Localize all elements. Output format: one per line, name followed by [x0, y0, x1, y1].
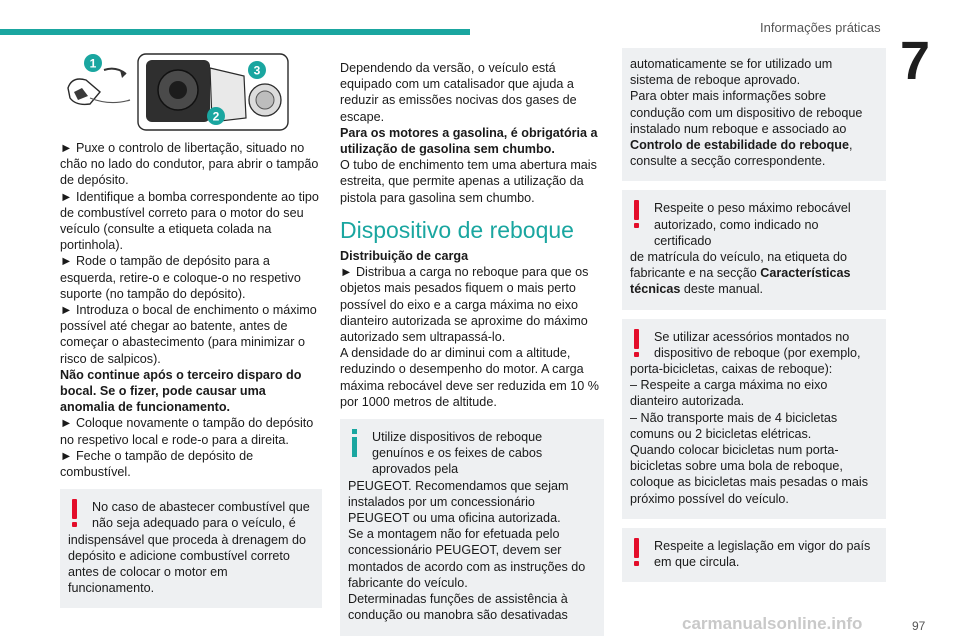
warning-icon: [632, 200, 642, 232]
info-icon: [350, 429, 360, 459]
warn2-item1: – Respeite a carga máxima no eixo dianteiro autorizada.: [630, 378, 828, 409]
warning-icon: [632, 329, 642, 361]
warn2-rest: porta-bicicletas, caixas de reboque):: [630, 362, 833, 377]
warning-box-accessories: [622, 319, 886, 519]
callout-2: [207, 107, 225, 125]
trailer-stability-link: Controlo de estabilidade do reboque: [630, 138, 850, 153]
cont-line1: automaticamente se for utilizado um sistema de reboque aprovado.: [630, 57, 833, 88]
filler-pipe-text: O tubo de enchimento tem uma abertura mais estreita, que permite apenas a utilização da pistola para gasolina sem chumbo.: [340, 158, 597, 205]
warning-box-wrong-fuel: [60, 489, 322, 608]
warning-box-legislation: [622, 528, 886, 582]
load-distribution-text: ► Distribua a carga no reboque para que os objetos mais pesados fiquem o mais perto possível do eixo e a carga máxima no eixo dianteiro autorizada se aproxime do máximo autorizado sem ultrapassá-lo.: [340, 265, 589, 345]
callout-1-label: 1: [89, 56, 97, 71]
step-identify-pump: ► Identifique a bomba correspondente ao tipo de combustível correto para o motor do seu veículo (consulte a etiqueta colada na portinhola).: [60, 189, 319, 253]
info-text-rest: PEUGEOT. Recomendamos que sejam instalados por um concessionário PEUGEOT ou uma oficina autorizada.: [348, 478, 569, 526]
callout-1: [84, 54, 102, 72]
step-close-flap: ► Feche o tampão de depósito de combustível.: [60, 448, 254, 480]
warning-box-max-weight: [622, 190, 886, 309]
callout-3: [248, 61, 266, 79]
info-box-genuine-towbar: [340, 419, 604, 635]
unleaded-bold: Para os motores a gasolina, é obrigatória a utilização de gasolina sem chumbo.: [340, 125, 598, 157]
step-refit-cap: ► Coloque novamente o tampão do depósito no respetivo local e rode-o para a direita.: [60, 416, 314, 447]
watermark: carmanualsonline.info: [682, 614, 863, 633]
info-text-first: Utilize dispositivos de reboque genuínos e os feixes de cabos aprovados pela: [372, 430, 543, 477]
towing-heading: Dispositivo de reboque: [340, 216, 574, 243]
warn3-first: Respeite a legislação em vigor do país em que circula.: [654, 538, 871, 570]
cont-line2: Para obter mais informações sobre condução com um dispositivo de reboque instalado num reboque e associado ao Controlo de estabilidade do reboque, consulte a secção correspondente.: [630, 89, 863, 169]
warn2-item2: – Não transporte mais de 4 bicicletas comuns ou 2 bicicletas elétricas.: [630, 410, 838, 441]
info-box-continued: [622, 48, 886, 181]
column-catalyst-towing: [340, 60, 604, 636]
callout-3-label: 3: [253, 63, 261, 78]
fuel-door-illustration: [60, 48, 306, 134]
section-title: Informações práticas: [760, 20, 881, 35]
warn1-first: Respeite o peso máximo rebocável autorizado, como indicado no certificado: [654, 201, 851, 248]
chapter-number: 7: [900, 31, 931, 91]
bold-warning: Não continue após o terceiro disparo do bocal. Se o fizer, pode causar uma anomalia de funcionamento.: [60, 367, 302, 415]
warn1-rest: de matrícula do veículo, na etiqueta do fabricante e na secção Características técnicas deste manual.: [630, 250, 851, 297]
warn2-tail: Quando colocar bicicletas num porta-bicicletas sobre uma bola de reboque, coloque as bicicletas mais pesadas o mais próximo possível do veículo.: [630, 443, 869, 506]
column-refuelling: [60, 140, 322, 608]
step-insert-nozzle: ► Introduza o bocal de enchimento o máximo possível até chegar ao batente, antes de começar o abastecimento (para minimizar o risco de salpicos).: [60, 303, 317, 366]
step-remove-cap: ► Rode o tampão de depósito para a esquerda, retire-o e coloque-o no respetivo suporte (no tampão do depósito).: [60, 254, 301, 301]
header-accent-bar: [0, 29, 470, 35]
column-towing-warnings: [622, 48, 886, 582]
catalyst-intro: Dependendo da versão, o veículo está equipado com um catalisador que ajuda a reduzir as emissões nocivas dos gases de escape.: [340, 61, 577, 124]
callout-2-label: 2: [212, 109, 220, 124]
warning-icon: [70, 499, 80, 531]
info-text-line2: Se a montagem não for efetuada pelo concessionário PEUGEOT, devem ser montados de acordo com as instruções do fabricante do veículo.: [348, 527, 586, 590]
warning-text-first: No caso de abastecer combustível que não seja adequado para o veículo, é: [92, 500, 310, 531]
warn2-first: Se utilizar acessórios montados no dispositivo de reboque (por exemplo,: [654, 329, 861, 360]
warning-icon: [632, 538, 642, 570]
altitude-text: A densidade do ar diminui com a altitude, reduzindo o desempenho do motor. A carga máxima rebocável deve ser reduzida em 10 % por 1000 metros de altitude.: [340, 346, 599, 409]
load-subheading: Distribuição de carga: [340, 249, 469, 264]
step-release: ► Puxe o controlo de libertação, situado no chão no lado do condutor, para abrir o tampão de depósito.: [60, 141, 319, 188]
release-lever-drawing: [68, 69, 130, 105]
page-number: 97: [912, 619, 926, 633]
info-text-line3: Determinadas funções de assistência à condução ou manobra são desativadas: [348, 592, 568, 623]
warning-text-rest: indispensável que proceda à drenagem do depósito e adicione combustível correto antes de colocar o motor em funcionamento.: [68, 532, 307, 596]
technical-data-link: Características técnicas: [630, 266, 851, 297]
